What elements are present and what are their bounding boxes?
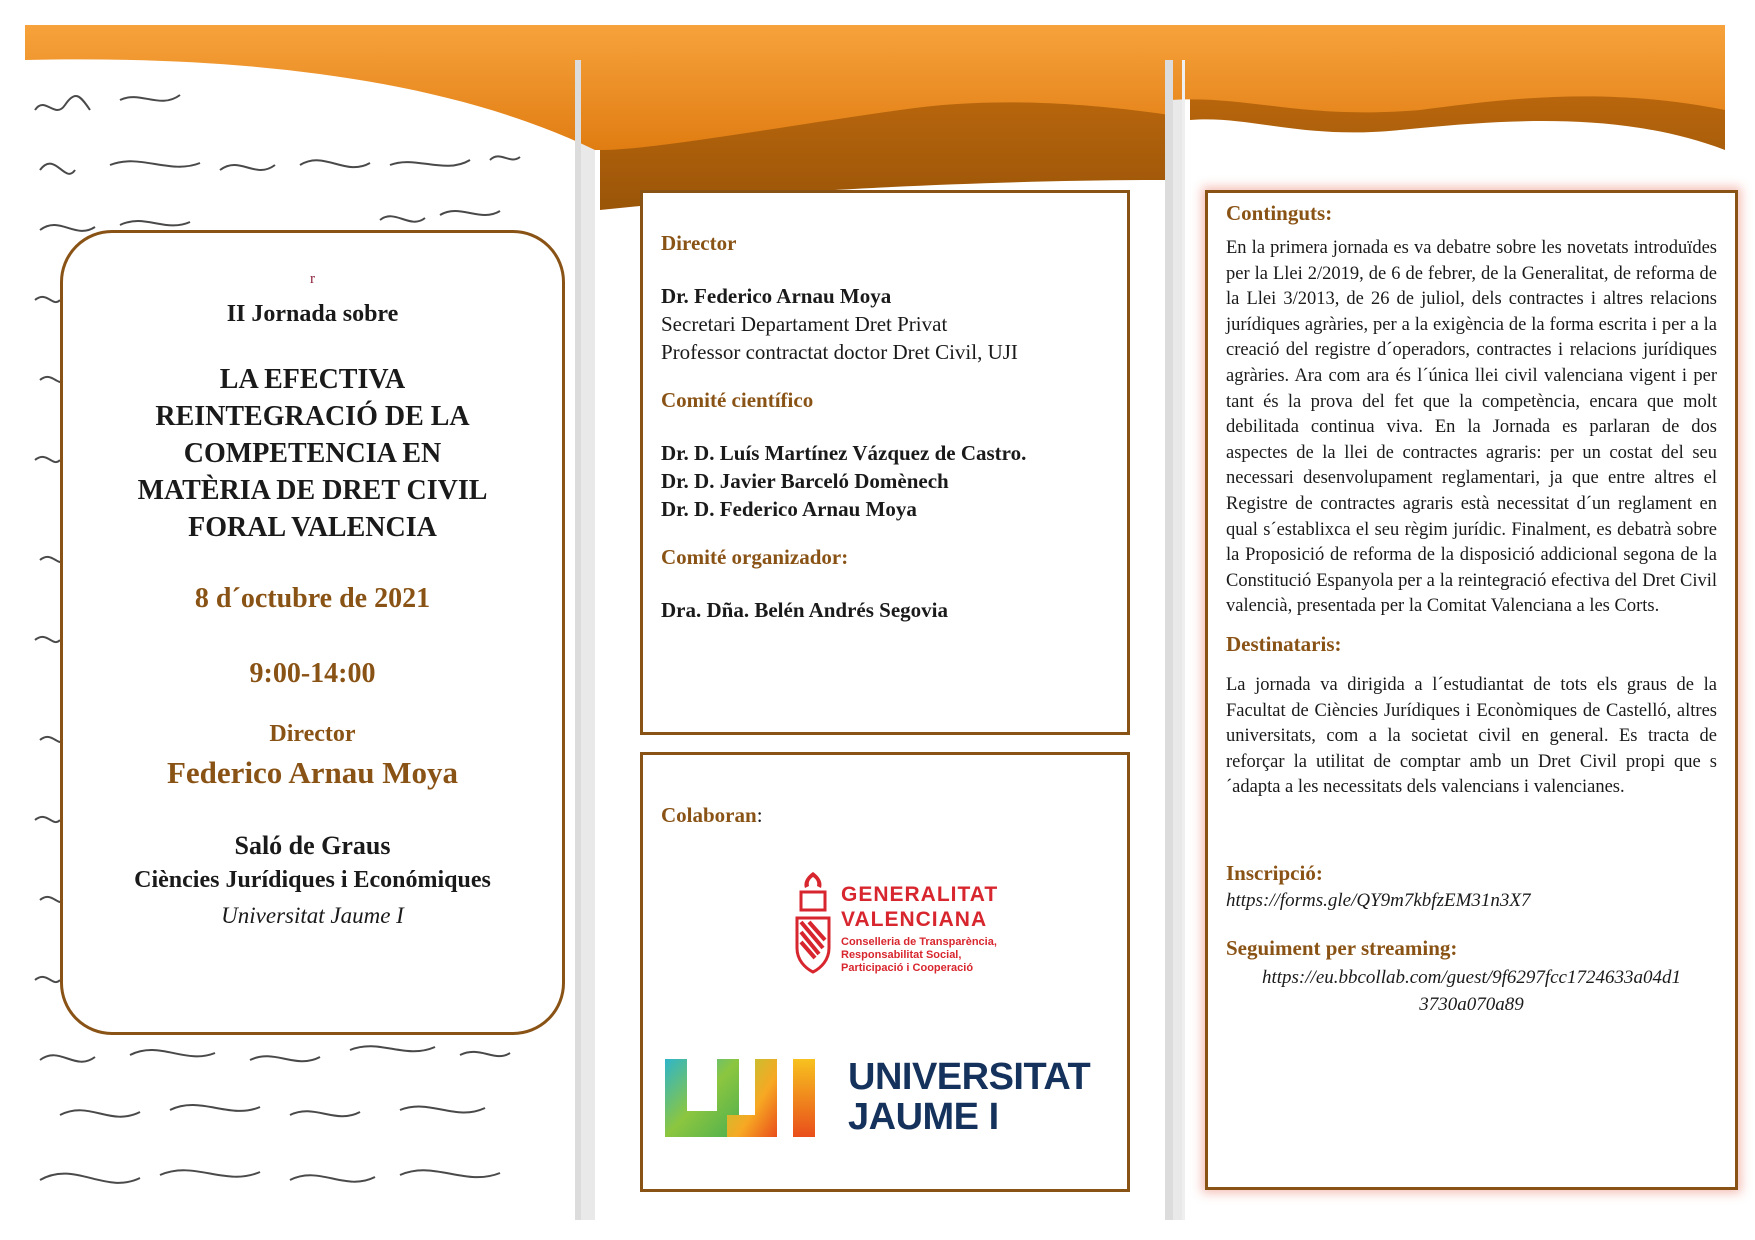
event-title-line: LA EFECTIVA xyxy=(219,364,406,395)
university: Universitat Jaume I xyxy=(221,903,404,928)
gva-dept-line: Participació i Cooperació xyxy=(841,962,974,974)
scientific-committee-heading: Comité científico xyxy=(661,388,814,412)
details-box xyxy=(1205,190,1738,1190)
committee-member: Dr. D. Luís Martínez Vázquez de Castro. xyxy=(661,441,1027,465)
org-director-name: Dr. Federico Arnau Moya xyxy=(661,284,892,308)
streaming-link[interactable] xyxy=(1262,967,1681,1015)
organizing-member: Dra. Dña. Belén Andrés Segovia xyxy=(661,598,949,622)
director-role: Professor contractat doctor Dret Civil, UJI xyxy=(661,340,1018,364)
gva-name-line: GENERALITAT xyxy=(841,883,999,906)
director-role: Secretari Departament Dret Privat xyxy=(661,312,948,336)
collaborators-heading xyxy=(661,803,763,828)
director-label: Director xyxy=(269,721,356,747)
event-time: 9:00-14:00 xyxy=(249,658,376,689)
event-title-line: REINTEGRACIÓ DE LA xyxy=(155,401,470,432)
collaborators-heading-text: Colaboran xyxy=(661,803,757,827)
gva-dept-line: Conselleria de Transparència, xyxy=(841,936,997,948)
organizing-committee-heading: Comité organizador: xyxy=(661,545,849,569)
organization-box xyxy=(640,190,1130,735)
collaborators-heading-colon: : xyxy=(756,803,763,827)
event-title-line: FORAL VALENCIA xyxy=(188,512,437,543)
registration-heading: Inscripció: xyxy=(1226,860,1323,885)
cover-card xyxy=(60,230,565,1035)
event-title-line: MATÈRIA DE DRET CIVIL xyxy=(137,475,488,506)
event-title xyxy=(63,361,562,546)
recipients-heading: Destinataris: xyxy=(1226,631,1342,656)
faculty: Ciències Jurídiques i Económiques xyxy=(134,867,491,893)
stray-mark: r xyxy=(310,271,315,287)
director-heading: Director xyxy=(661,231,737,255)
uji-name-line: UNIVERSITAT xyxy=(848,1056,1091,1098)
streaming-link-line: 3730a070a89 xyxy=(1419,993,1524,1015)
uji-symbol-icon xyxy=(663,1055,833,1139)
committee-member: Dr. D. Federico Arnau Moya xyxy=(661,497,917,521)
uji-logo xyxy=(663,1055,1113,1145)
director-name: Federico Arnau Moya xyxy=(166,755,458,790)
recipients-paragraph: La jornada va dirigida a l´estudiantat de tots els graus de la Facultat de Ciències Jurídiques i Econòmiques de Castelló, altres universitats, com a la societat civil en general. Es tracta de reforçar la utilitat de comptar amb un Dret Civil propi que s´adapta a les necessitats dels valencians i valencianes. xyxy=(1226,674,1717,798)
collaborators-box xyxy=(640,752,1130,1192)
contents-paragraph: En la primera jornada es va debatre sobre les novetats introduïdes per la Llei 2/2019, de 6 de febrer, de la Generalitat, de reforma de la Llei 3/2013, de 26 de juliol, dels contractes i altres relacions jurídiques agràries, per a la exigència de la forma escrita i per a la creació del registre d´operadors, contractes i relacions jurídiques agràries. Ara com ara és l´única llei civil valenciana vigent i per tant és la prova del fet que la competència, encara que molt debilitada continua viva. En la Jornada es parlaran de dos aspectes de la llei de contractes agraris: per un costat del seu necessari desenvolupament reglamentari, ja que entre altres el Registre de contractes agraris està necessitat d´un reglament en qual s´establixca el seu règim jurídic. Finalment, es debatrà sobre la Proposició de reforma de la disposició addicional segona de la Constitució Espanyola per a la reintegració efectiva del Dret Civil valencià, presentada per la Comitat Valenciana a les Corts. xyxy=(1226,238,1717,617)
gva-emblem-icon xyxy=(793,870,833,980)
venue: Saló de Graus xyxy=(234,831,391,860)
gva-logo xyxy=(793,870,999,980)
registration-link[interactable]: https://forms.gle/QY9m7kbfzEM31n3X7 xyxy=(1226,889,1531,911)
committee-member: Dr. D. Javier Barceló Domènech xyxy=(661,469,949,493)
gva-name-line: VALENCIANA xyxy=(841,908,988,931)
streaming-heading: Seguiment per streaming: xyxy=(1226,935,1458,960)
uji-name-line: JAUME I xyxy=(848,1096,999,1138)
event-subtitle: II Jornada sobre xyxy=(226,301,399,327)
event-title-line: COMPETENCIA EN xyxy=(183,438,442,469)
contents-heading: Continguts: xyxy=(1226,201,1333,225)
event-date: 8 d´octubre de 2021 xyxy=(194,583,431,614)
streaming-link-line: https://eu.bbcollab.com/guest/9f6297fcc1724633a04d1 xyxy=(1261,966,1681,988)
gva-dept-line: Responsabilitat Social, xyxy=(841,949,962,961)
